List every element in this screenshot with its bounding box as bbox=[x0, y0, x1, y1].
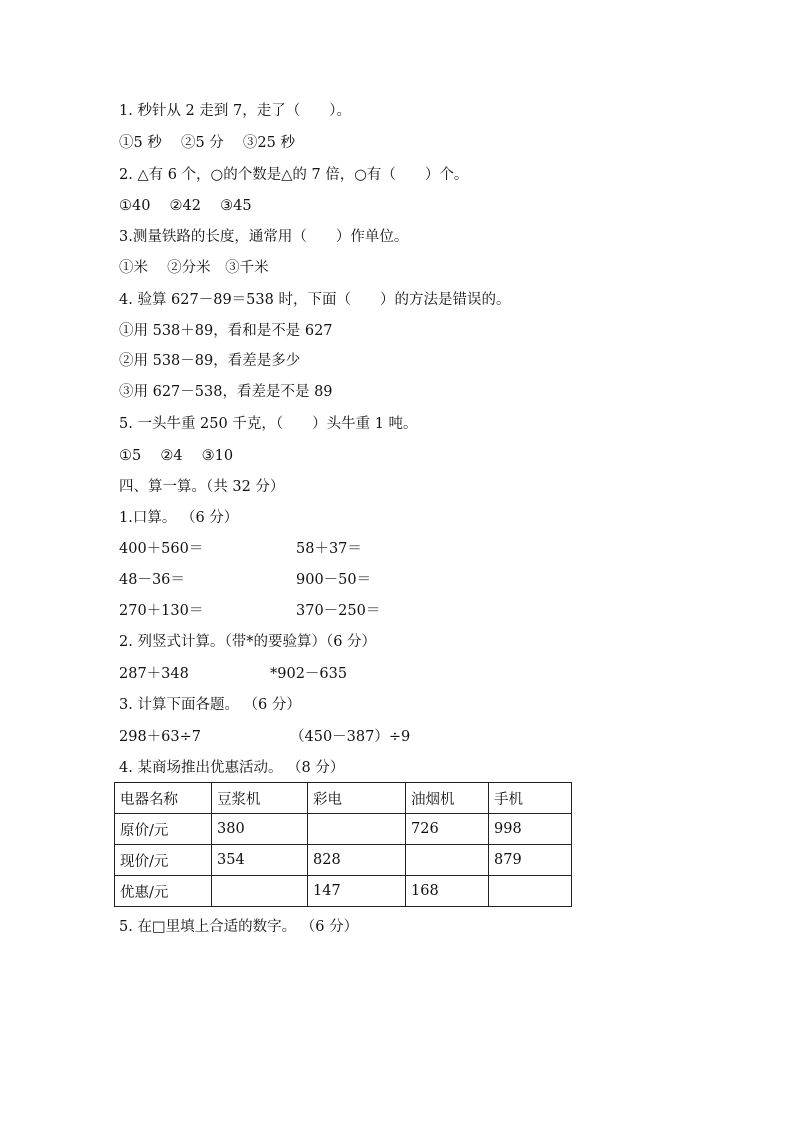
mental-math-item: 900－50＝ bbox=[296, 572, 372, 588]
question-4-option-2: ②用 538－89，看差是多少 bbox=[119, 353, 301, 369]
question-5-options: ①5 ②4 ③10 bbox=[119, 448, 234, 464]
table-cell: 现价/元 bbox=[115, 845, 212, 876]
table-header-row bbox=[115, 783, 572, 814]
question-2-stem: 2. △有 6 个，○的个数是△的 7 倍，○有（ ）个。 bbox=[119, 167, 469, 183]
mental-math-item: 270＋130＝ bbox=[119, 603, 204, 619]
mental-math-item: 58＋37＝ bbox=[296, 541, 362, 557]
vertical-calc-item: 287＋348 bbox=[119, 666, 189, 682]
table-cell: 原价/元 bbox=[115, 814, 212, 845]
table-header-cell: 彩电 bbox=[308, 783, 406, 814]
mental-math-item: 370－250＝ bbox=[296, 603, 381, 619]
table-cell: 879 bbox=[489, 845, 572, 876]
question-4-option-3: ③用 627－538，看差是不是 89 bbox=[119, 384, 333, 400]
question-3-stem: 3.测量铁路的长度，通常用（ ）作单位。 bbox=[119, 229, 409, 245]
table-cell: 168 bbox=[406, 876, 489, 907]
table-row bbox=[115, 876, 572, 907]
question-1-options: ①5 秒 ②5 分 ③25 秒 bbox=[119, 135, 295, 151]
question-4-option-1: ①用 538＋89，看和是不是 627 bbox=[119, 323, 333, 339]
question-4-stem: 4. 验算 627－89＝538 时，下面（ ）的方法是错误的。 bbox=[119, 292, 511, 308]
part-2-title: 2. 列竖式计算。（带*的要验算）（6 分） bbox=[119, 634, 377, 650]
table-cell: 998 bbox=[489, 814, 572, 845]
table-cell bbox=[212, 876, 308, 907]
part-1-title: 1.口算。 （6 分） bbox=[119, 510, 239, 526]
table-row bbox=[115, 845, 572, 876]
table-cell: 380 bbox=[212, 814, 308, 845]
table-header-cell: 油烟机 bbox=[406, 783, 489, 814]
question-1-stem: 1. 秒针从 2 走到 7，走了（ ）。 bbox=[119, 103, 351, 119]
calc-item: 298＋63÷7 bbox=[119, 729, 202, 745]
question-2-options: ①40 ②42 ③45 bbox=[119, 198, 252, 214]
table-cell bbox=[489, 876, 572, 907]
part-4-title: 4. 某商场推出优惠活动。 （8 分） bbox=[119, 760, 345, 776]
question-3-options: ①米 ②分米 ③千米 bbox=[119, 260, 269, 276]
question-5-stem: 5. 一头牛重 250 千克，（ ）头牛重 1 吨。 bbox=[119, 416, 418, 432]
vertical-calc-item: *902－635 bbox=[270, 666, 348, 682]
part-3-title: 3. 计算下面各题。 （6 分） bbox=[119, 697, 301, 713]
table-row bbox=[115, 814, 572, 845]
mental-math-item: 400＋560＝ bbox=[119, 541, 204, 557]
table-cell bbox=[308, 814, 406, 845]
table-cell: 354 bbox=[212, 845, 308, 876]
table-cell bbox=[406, 845, 489, 876]
table-header-cell: 豆浆机 bbox=[212, 783, 308, 814]
table-cell: 147 bbox=[308, 876, 406, 907]
calc-item: （450－387）÷9 bbox=[290, 729, 411, 745]
table-header-cell: 手机 bbox=[489, 783, 572, 814]
mental-math-item: 48－36＝ bbox=[119, 572, 185, 588]
table-cell: 726 bbox=[406, 814, 489, 845]
table-cell: 828 bbox=[308, 845, 406, 876]
section-4-title: 四、算一算。（共 32 分） bbox=[119, 479, 285, 495]
table-header-cell: 电器名称 bbox=[115, 783, 212, 814]
part-5-title: 5. 在□里填上合适的数字。 （6 分） bbox=[119, 919, 359, 935]
price-table bbox=[114, 782, 572, 907]
table-cell: 优惠/元 bbox=[115, 876, 212, 907]
